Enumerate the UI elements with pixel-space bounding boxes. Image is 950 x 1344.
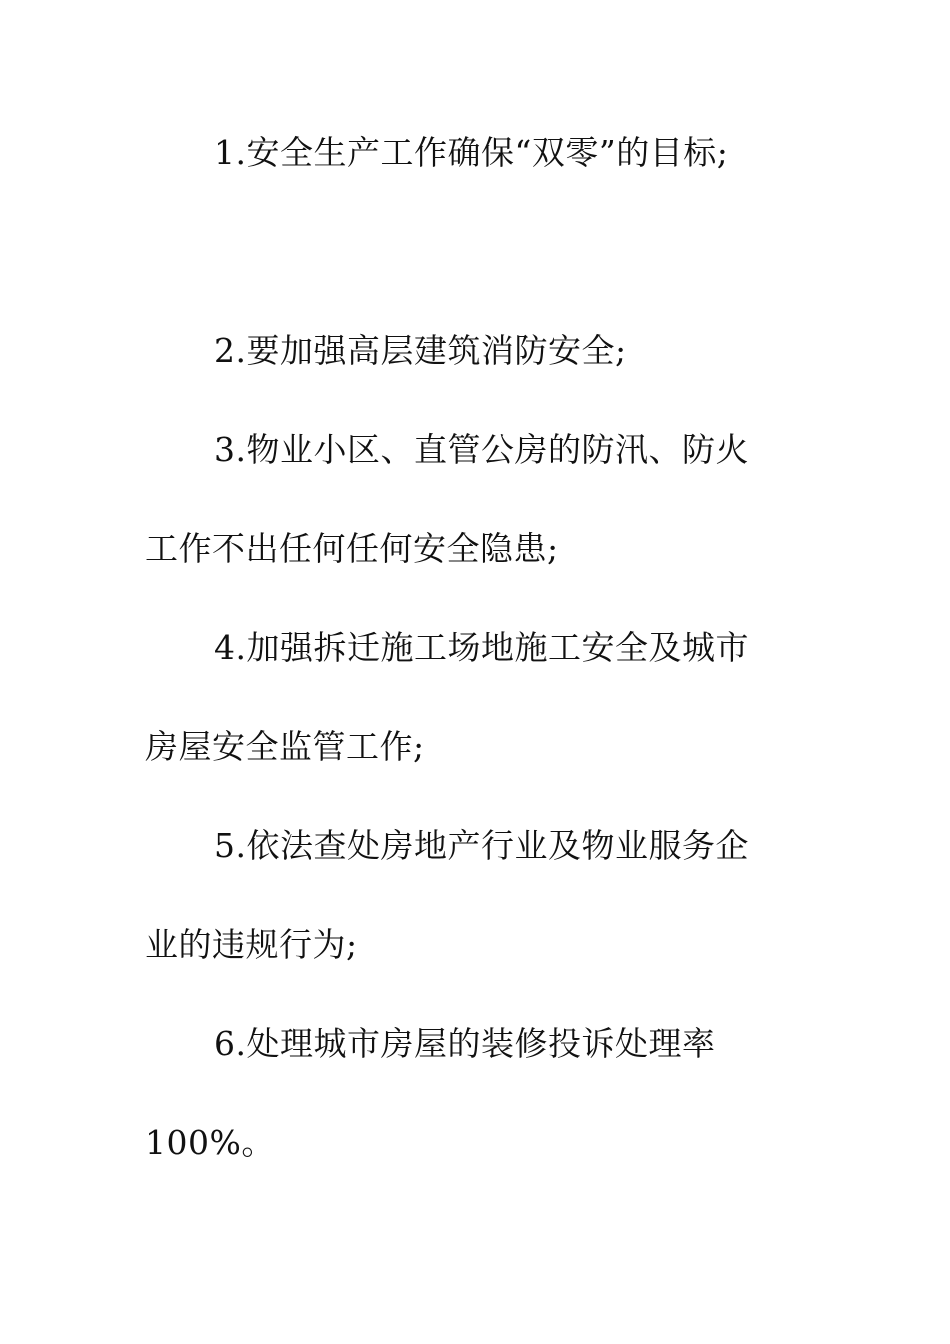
item-5-line-2: 业的违规行为; [145,925,358,964]
item-4-line-2: 房屋安全监管工作; [145,727,425,766]
item-6-line-2: 100%。 [145,1123,275,1162]
item-6-line-1: 6.处理城市房屋的装修投诉处理率 [214,1024,716,1063]
item-2-line-1: 2.要加强高层建筑消防安全; [214,331,627,370]
item-3-line-2: 工作不出任何任何安全隐患; [145,529,559,568]
item-1-line-1: 1.安全生产工作确保“双零”的目标; [214,133,729,172]
item-5-line-1: 5.依法查处房地产行业及物业服务企 [214,826,749,865]
item-4-line-1: 4.加强拆迁施工场地施工安全及城市 [214,628,749,667]
item-3-line-1: 3.物业小区、直管公房的防汛、防火 [214,430,749,469]
